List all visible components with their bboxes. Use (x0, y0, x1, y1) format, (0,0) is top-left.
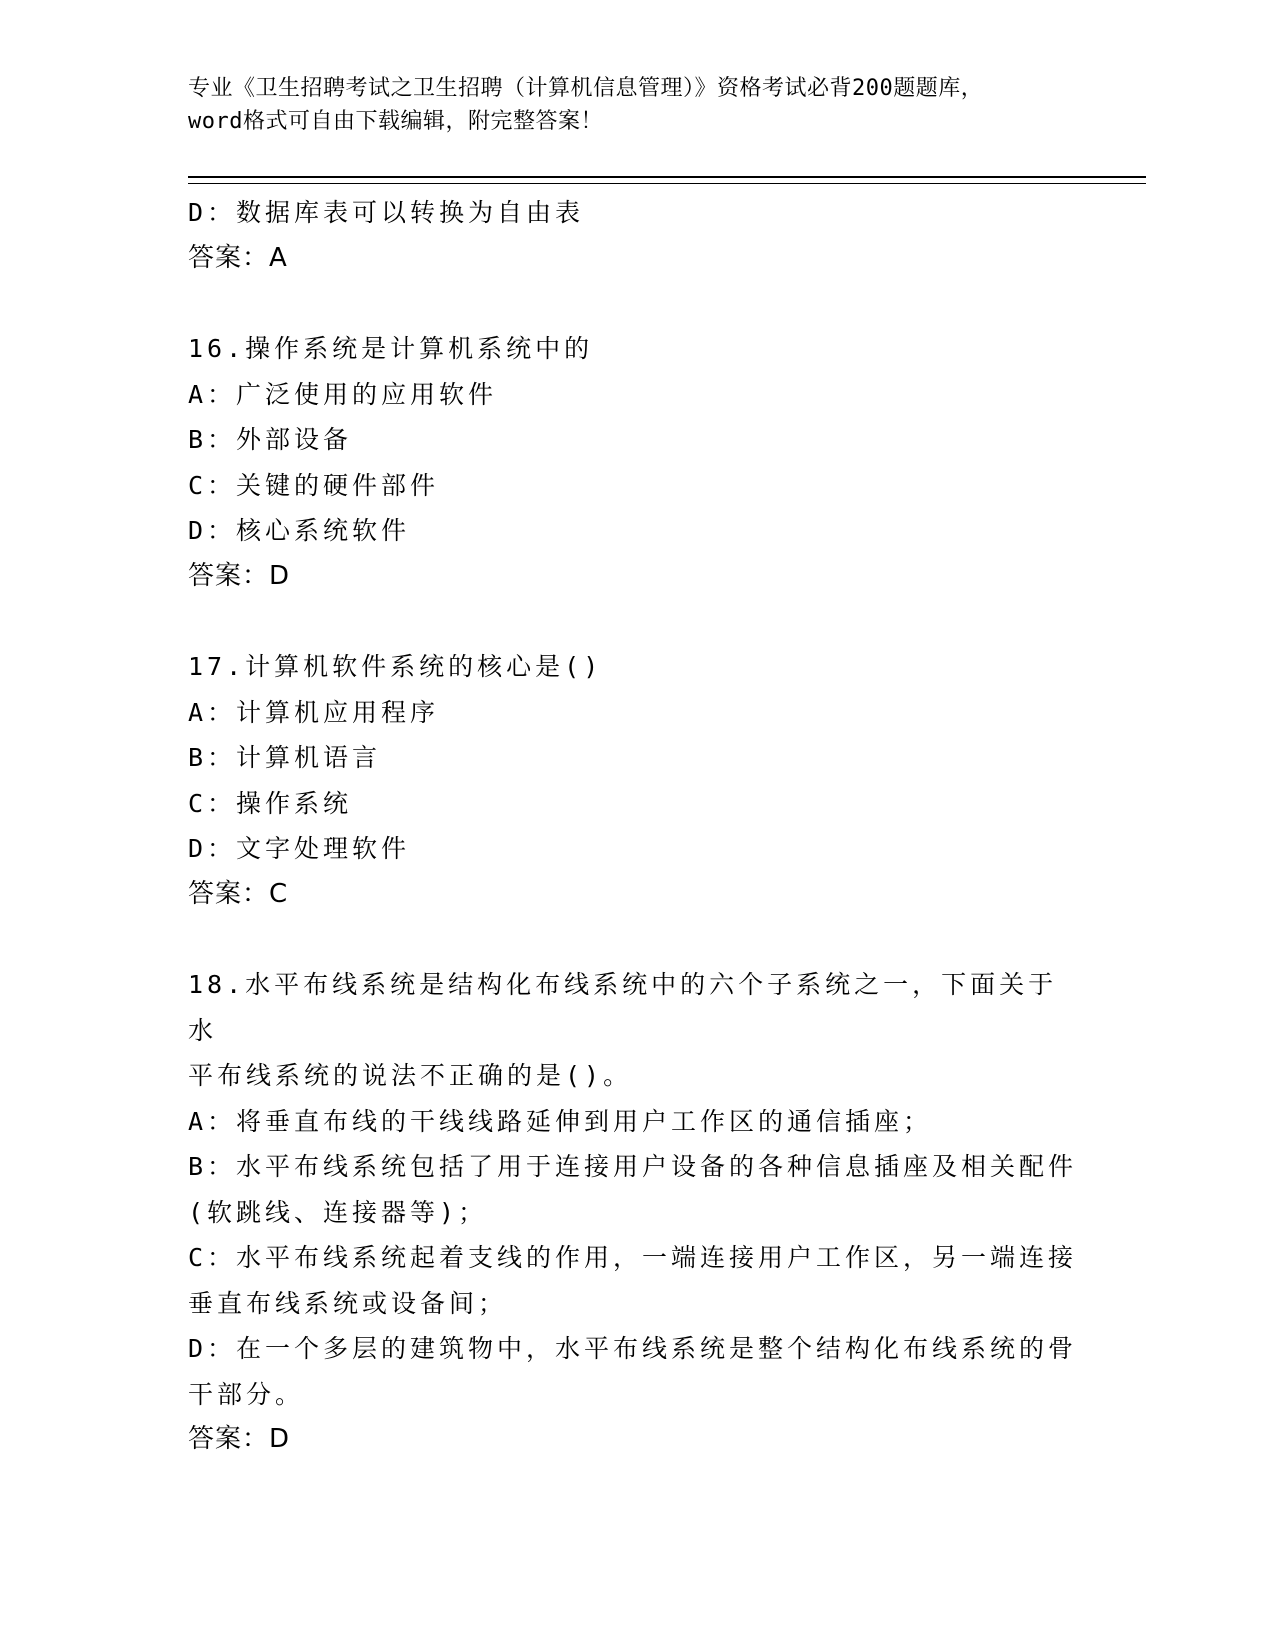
question-18 (188, 962, 1078, 1463)
option-b-line-1: B：水平布线系统包括了用于连接用户设备的各种信息插座及相关配件 (188, 1152, 1078, 1181)
option-a: A：计算机应用程序 (188, 697, 440, 727)
option-d: D：核心系统软件 (188, 516, 411, 545)
answer: 答案：D (188, 1424, 291, 1454)
option-a: A：广泛使用的应用软件 (188, 379, 498, 409)
page-header (188, 72, 1078, 138)
question-stem-line-2: 平布线系统的说法不正确的是()。 (188, 1061, 633, 1090)
question-16 (188, 326, 1078, 599)
question-stem: 17.计算机软件系统的核心是() (188, 652, 603, 681)
option-d: D：文字处理软件 (188, 834, 411, 863)
header-line-1: 专业《卫生招聘考试之卫生招聘（计算机信息管理）》资格考试必背200题题库， (188, 76, 984, 101)
option-c: C：操作系统 (188, 788, 353, 818)
question-content (188, 190, 1078, 1463)
answer: 答案：D (188, 560, 291, 591)
question-17 (188, 644, 1078, 917)
option-d-line-1: D：在一个多层的建筑物中，水平布线系统是整个结构化布线系统的骨 (188, 1334, 1078, 1363)
option-d-line-2: 干部分。 (188, 1379, 305, 1409)
header-divider-thick (188, 176, 1146, 178)
answer: 答案：A (188, 242, 288, 273)
question-stem: 16.操作系统是计算机系统中的 (188, 334, 594, 363)
option-b-line-2: (软跳线、连接器等)； (188, 1197, 488, 1227)
option-b: B：计算机语言 (188, 743, 382, 772)
header-divider-thin (188, 183, 1146, 184)
question-stem-line-1: 18.水平布线系统是结构化布线系统中的六个子系统之一，下面关于水 (188, 970, 1058, 1045)
option-c-line-2: 垂直布线系统或设备间； (188, 1288, 508, 1318)
option-b: B：外部设备 (188, 425, 353, 454)
answer: 答案：C (188, 878, 289, 909)
header-line-2: word格式可自由下载编辑，附完整答案！ (188, 109, 603, 134)
option-a: A：将垂直布线的干线线路延伸到用户工作区的通信插座； (188, 1106, 933, 1136)
option-d: D：数据库表可以转换为自由表 (188, 198, 585, 227)
option-c: C：关键的硬件部件 (188, 470, 440, 500)
option-c-line-1: C：水平布线系统起着支线的作用，一端连接用户工作区，另一端连接 (188, 1243, 1078, 1272)
question-15-continuation (188, 190, 1078, 281)
